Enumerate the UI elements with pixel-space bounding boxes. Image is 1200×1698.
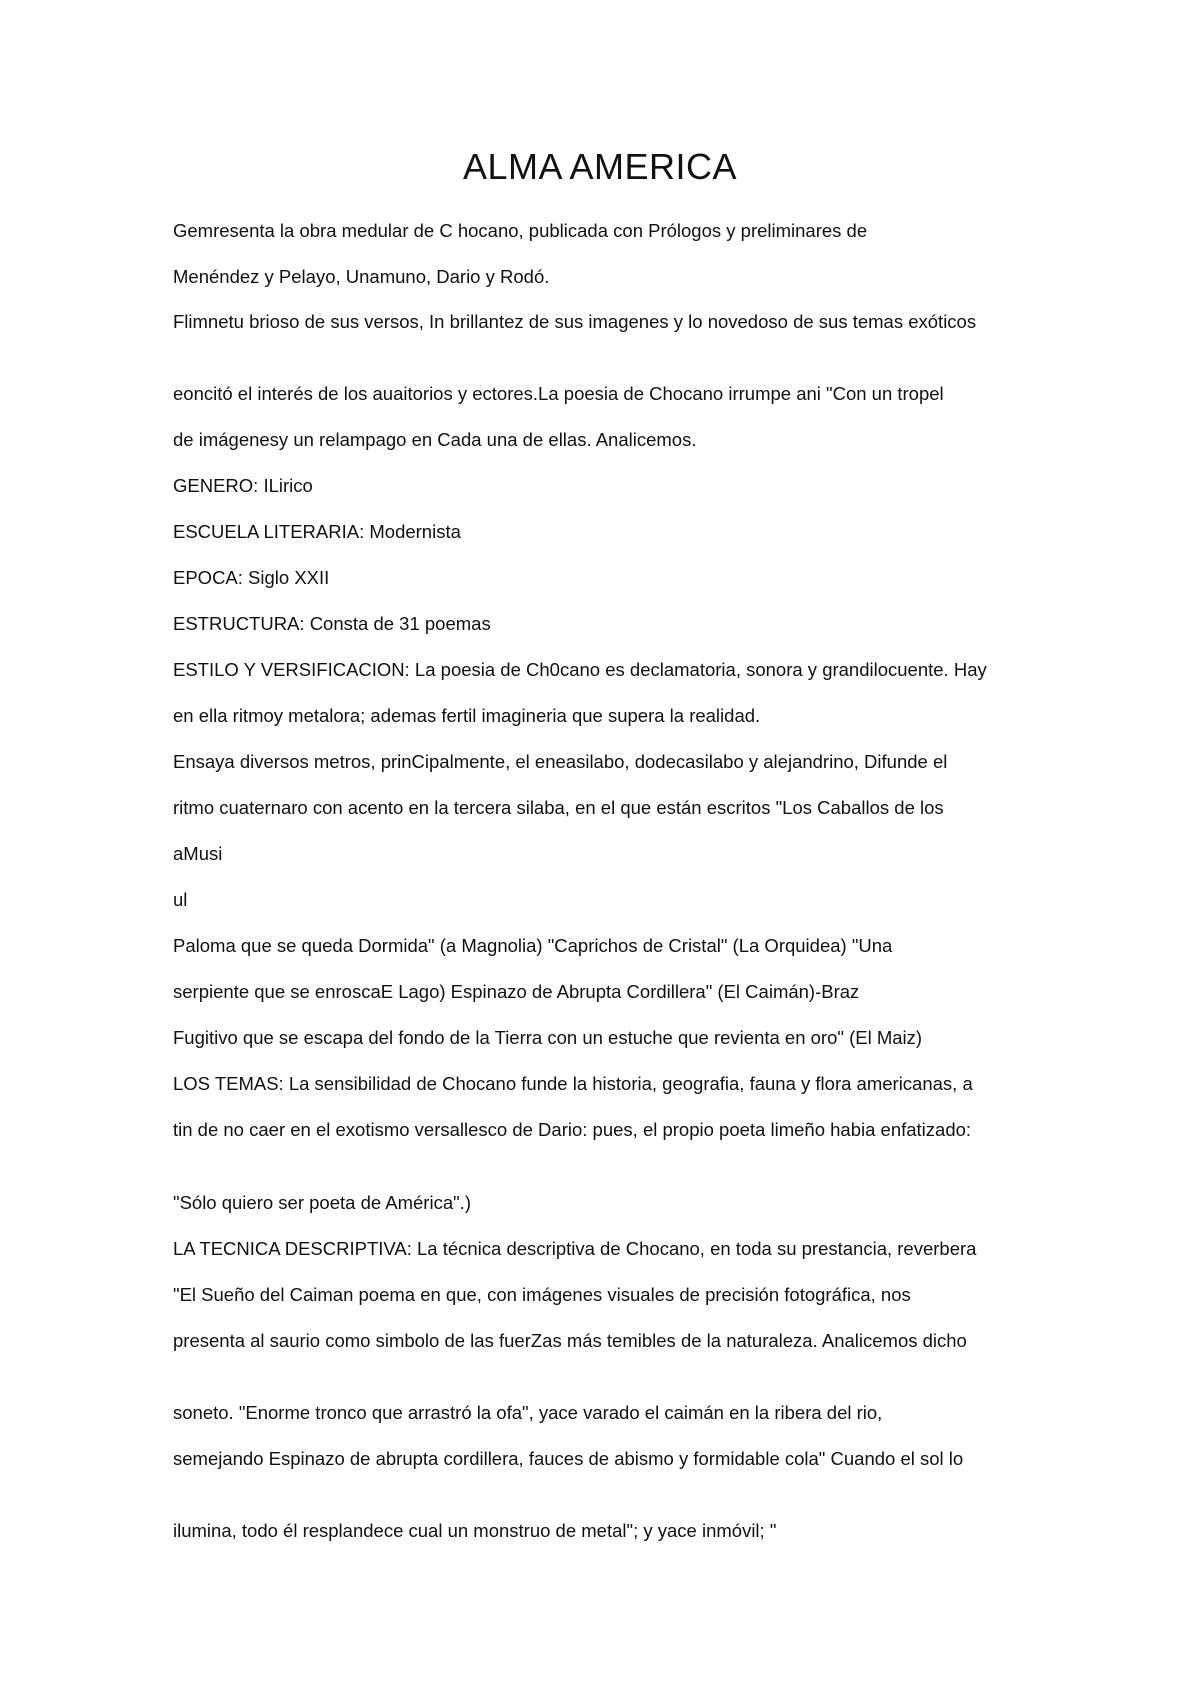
paragraph-tecnica-3: presenta al saurio como simbolo de las fuerZas más temibles de la naturaleza. Analicemos dicho — [173, 1330, 967, 1351]
paragraph-tecnica-1: LA TECNICA DESCRIPTIVA: La técnica descriptiva de Chocano, en toda su prestancia, reverbera — [173, 1238, 977, 1259]
paragraph-temas-1: LOS TEMAS: La sensibilidad de Chocano funde la historia, geografia, fauna y flora americanas, a — [173, 1073, 973, 1094]
paragraph-estilo-4: ritmo cuaternaro con acento en la tercera silaba, en el que están escritos "Los Caballos de los — [173, 797, 944, 818]
paragraph-intro-5: de imágenesy un relampago en Cada una de ellas. Analicemos. — [173, 429, 697, 450]
paragraph-estilo-5: aMusi — [173, 843, 223, 864]
paragraph-intro-4: eoncitó el interés de los auaitorios y ectores.La poesia de Chocano irrumpe ani "Con un tropel — [173, 383, 944, 404]
field-genero: GENERO: ILirico — [173, 475, 313, 496]
paragraph-estilo-7: Paloma que se queda Dormida" (a Magnolia) "Caprichos de Cristal" (La Orquidea) "Una — [173, 935, 893, 956]
paragraph-estilo-1: ESTILO Y VERSIFICACION: La poesia de Ch0cano es declamatoria, sonora y grandilocuente. Hay — [173, 659, 987, 680]
field-escuela-literaria: ESCUELA LITERARIA: Modernista — [173, 521, 461, 542]
paragraph-estilo-3: Ensaya diversos metros, prinCipalmente, el eneasilabo, dodecasilabo y alejandrino, Difunde el — [173, 751, 948, 772]
paragraph-tecnica-5: semejando Espinazo de abrupta cordillera, fauces de abismo y formidable cola" Cuando el sol lo — [173, 1448, 964, 1469]
paragraph-estilo-2: en ella ritmoy metalora; ademas fertil imagineria que supera la realidad. — [173, 705, 761, 726]
paragraph-estilo-8: serpiente que se enroscaE Lago) Espinazo de Abrupta Cordillera" (El Caimán)-Braz — [173, 981, 860, 1002]
paragraph-tecnica-2: "El Sueño del Caiman poema en que, con imágenes visuales de precisión fotográfica, nos — [173, 1284, 911, 1305]
paragraph-temas-2: tin de no caer en el exotismo versallesco de Dario: pues, el propio poeta limeño habia enfatizado: — [173, 1119, 972, 1140]
paragraph-intro-3: Flimnetu brioso de sus versos, In brillantez de sus imagenes y lo novedoso de sus temas exóticos — [173, 311, 977, 332]
paragraph-intro-1: Gemresenta la obra medular de C hocano, publicada con Prólogos y preliminares de — [173, 220, 868, 241]
paragraph-tecnica-6: ilumina, todo él resplandece cual un monstruo de metal"; y yace inmóvil; " — [173, 1520, 777, 1541]
paragraph-intro-2: Menéndez y Pelayo, Unamuno, Dario y Rodó. — [173, 266, 550, 287]
paragraph-estilo-9: Fugitivo que se escapa del fondo de la Tierra con un estuche que revienta en oro" (El Maiz) — [173, 1027, 923, 1048]
field-epoca: EPOCA: Siglo XXII — [173, 567, 330, 588]
document-title: ALMA AMERICA — [462, 146, 738, 187]
paragraph-tecnica-4: soneto. "Enorme tronco que arrastró la ofa", yace varado el caimán en la ribera del rio, — [173, 1402, 883, 1423]
paragraph-temas-3: "Sólo quiero ser poeta de América".) — [173, 1192, 471, 1213]
paragraph-estilo-6: ul — [173, 889, 188, 910]
field-estructura: ESTRUCTURA: Consta de 31 poemas — [173, 613, 491, 634]
